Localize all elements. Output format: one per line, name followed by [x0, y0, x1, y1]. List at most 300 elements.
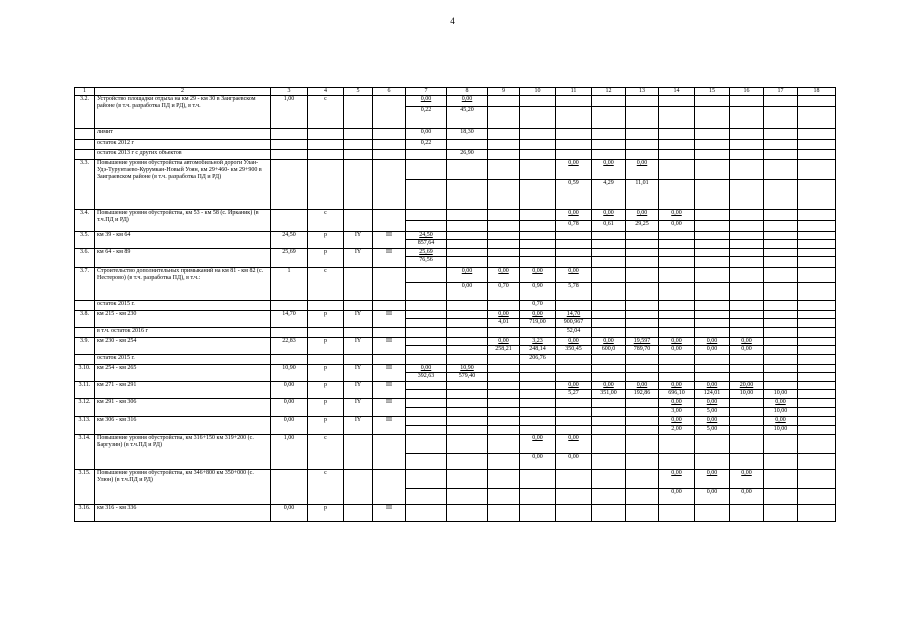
value-cell	[730, 338, 764, 346]
value-cell	[488, 489, 520, 505]
value-cell	[730, 311, 764, 319]
work-type	[308, 355, 344, 365]
amount: 0,00	[775, 399, 786, 405]
amount: 192,86	[633, 390, 651, 396]
item-name: км 64 - км 89	[95, 249, 271, 268]
amount: 0,00	[636, 160, 648, 166]
value-cell	[447, 470, 488, 489]
length-km	[271, 328, 308, 338]
value-cell	[592, 268, 626, 283]
value-cell	[798, 454, 836, 470]
value-cell	[764, 180, 798, 210]
value-cell	[447, 489, 488, 505]
amount: 0,00	[706, 489, 718, 495]
amount: 0,00	[568, 435, 579, 441]
value-cell	[556, 426, 592, 435]
value-cell	[695, 210, 730, 221]
value-cell	[764, 210, 798, 221]
value-cell	[626, 232, 659, 240]
value-cell	[659, 150, 695, 160]
column-number: 9	[488, 88, 520, 96]
value-cell	[659, 96, 695, 107]
work-type	[308, 140, 344, 150]
value-cell	[447, 382, 488, 390]
value-cell	[730, 150, 764, 160]
value-cell	[406, 382, 447, 390]
amount: 579,40	[458, 373, 476, 379]
value-cell	[626, 346, 659, 355]
road-class	[373, 301, 406, 311]
amount: 0,00	[741, 470, 752, 476]
value-cell	[406, 399, 447, 408]
length-km	[271, 150, 308, 160]
value-cell	[592, 221, 626, 232]
value-cell	[406, 107, 447, 129]
value-cell	[488, 249, 520, 257]
value-cell	[798, 365, 836, 373]
value-cell	[406, 257, 447, 268]
value-cell	[626, 489, 659, 505]
item-number: 3.4.	[75, 210, 95, 232]
value-cell	[764, 96, 798, 107]
amount: 258,21	[495, 346, 512, 352]
value-cell	[695, 408, 730, 417]
value-cell	[659, 489, 695, 505]
value-cell	[659, 129, 695, 140]
road-category	[344, 210, 373, 232]
value-cell	[626, 268, 659, 283]
work-type	[308, 301, 344, 311]
value-cell	[798, 240, 836, 249]
value-cell	[406, 301, 447, 311]
work-type: с	[308, 435, 344, 470]
amount: 0,00	[741, 489, 752, 495]
road-category	[344, 140, 373, 150]
value-cell	[798, 257, 836, 268]
amount: 0,00	[671, 417, 682, 423]
value-cell	[626, 140, 659, 150]
value-cell	[626, 180, 659, 210]
amount: 0,00	[568, 454, 579, 460]
table-row	[75, 249, 836, 257]
amount: 0,00	[532, 268, 543, 274]
road-class: III	[373, 249, 406, 268]
value-cell	[659, 435, 695, 454]
value-cell	[659, 399, 695, 408]
length-km	[271, 140, 308, 150]
value-cell	[488, 390, 520, 399]
length-km: 0,00	[271, 399, 308, 417]
amount: 857,64	[417, 240, 435, 246]
item-name: остаток 2012 г	[95, 140, 271, 150]
item-number	[75, 328, 95, 338]
value-cell	[730, 140, 764, 150]
road-class	[373, 96, 406, 129]
value-cell	[520, 249, 556, 257]
amount: 0,00	[706, 417, 718, 423]
length-km: 1,00	[271, 435, 308, 470]
value-cell	[488, 435, 520, 454]
value-cell	[406, 319, 447, 328]
value-cell	[488, 283, 520, 301]
value-cell	[520, 96, 556, 107]
value-cell	[520, 301, 556, 311]
value-cell	[798, 210, 836, 221]
value-cell	[488, 96, 520, 107]
value-cell	[626, 319, 659, 328]
value-cell	[764, 346, 798, 355]
road-category	[344, 160, 373, 210]
work-type: р	[308, 249, 344, 268]
value-cell	[626, 283, 659, 301]
road-class: III	[373, 417, 406, 435]
value-cell	[556, 107, 592, 129]
value-cell	[556, 365, 592, 373]
item-name: Устройство площадки отдыха на км 29 - км 30 в Заиграевском районе (в т.ч. разработка ПД и РД), в т.ч.	[95, 96, 271, 129]
column-number: 11	[556, 88, 592, 96]
value-cell	[556, 338, 592, 346]
amount: 26,90	[460, 150, 474, 156]
amount: 0,78	[568, 221, 579, 227]
value-cell	[764, 426, 798, 435]
table-row	[75, 311, 836, 319]
value-cell	[488, 417, 520, 426]
value-cell	[695, 505, 730, 522]
amount: 0,22	[420, 140, 432, 146]
item-name: км 271 - км 291	[95, 382, 271, 399]
value-cell	[764, 150, 798, 160]
value-cell	[556, 390, 592, 399]
value-cell	[520, 180, 556, 210]
column-number: 10	[520, 88, 556, 96]
road-class	[373, 470, 406, 505]
value-cell	[406, 311, 447, 319]
value-cell	[406, 140, 447, 150]
value-cell	[798, 150, 836, 160]
item-name: км 316 - км 336	[95, 505, 271, 522]
amount: 3,00	[671, 408, 682, 414]
value-cell	[520, 346, 556, 355]
value-cell	[447, 283, 488, 301]
value-cell	[556, 240, 592, 249]
value-cell	[695, 249, 730, 257]
amount: 0,00	[461, 268, 473, 274]
value-cell	[520, 107, 556, 129]
value-cell	[695, 417, 730, 426]
value-cell	[659, 240, 695, 249]
value-cell	[695, 489, 730, 505]
length-km	[271, 355, 308, 365]
column-number: 12	[592, 88, 626, 96]
investment-program-table	[74, 87, 836, 522]
value-cell	[406, 426, 447, 435]
value-cell	[406, 249, 447, 257]
table-row	[75, 382, 836, 390]
value-cell	[520, 129, 556, 140]
value-cell	[764, 355, 798, 365]
value-cell	[626, 210, 659, 221]
table-row	[75, 301, 836, 311]
road-category: IY	[344, 232, 373, 249]
value-cell	[592, 365, 626, 373]
value-cell	[447, 319, 488, 328]
value-cell	[798, 399, 836, 408]
value-cell	[520, 319, 556, 328]
value-cell	[798, 232, 836, 240]
value-cell	[730, 435, 764, 454]
value-cell	[730, 268, 764, 283]
value-cell	[764, 408, 798, 417]
item-name: Повышение уровня обустройства, км 346+800 км 350+000 (с. Улюн) (в т.ч.ПД и РД)	[95, 470, 271, 505]
column-number: 17	[764, 88, 798, 96]
amount: 0,00	[603, 338, 614, 344]
value-cell	[626, 338, 659, 346]
value-cell	[626, 160, 659, 180]
value-cell	[520, 240, 556, 249]
amount: 4,01	[498, 319, 509, 325]
value-cell	[488, 107, 520, 129]
value-cell	[556, 268, 592, 283]
amount: 124,01	[703, 390, 721, 396]
value-cell	[447, 221, 488, 232]
value-cell	[488, 160, 520, 180]
value-cell	[520, 221, 556, 232]
column-number-row	[75, 88, 836, 96]
amount: 0,70	[498, 283, 509, 289]
item-number: 3.15.	[75, 470, 95, 505]
amount: 0,00	[420, 96, 432, 102]
value-cell	[659, 417, 695, 426]
value-cell	[764, 382, 798, 390]
value-cell	[520, 417, 556, 426]
work-type: с	[308, 268, 344, 301]
value-cell	[406, 365, 447, 373]
value-cell	[488, 505, 520, 522]
column-number: 13	[626, 88, 659, 96]
table-row	[75, 365, 836, 373]
value-cell	[764, 301, 798, 311]
value-cell	[695, 399, 730, 408]
value-cell	[592, 489, 626, 505]
value-cell	[659, 408, 695, 417]
value-cell	[447, 454, 488, 470]
value-cell	[626, 328, 659, 338]
value-cell	[798, 470, 836, 489]
value-cell	[764, 232, 798, 240]
value-cell	[626, 107, 659, 129]
item-number: 3.5.	[75, 232, 95, 249]
length-km	[271, 129, 308, 140]
value-cell	[695, 390, 730, 399]
amount: 0,00	[671, 470, 682, 476]
value-cell	[764, 257, 798, 268]
value-cell	[520, 338, 556, 346]
value-cell	[520, 232, 556, 240]
amount: 0,59	[568, 180, 579, 186]
value-cell	[447, 311, 488, 319]
value-cell	[764, 505, 798, 522]
value-cell	[659, 140, 695, 150]
value-cell	[488, 346, 520, 355]
amount: 0,00	[636, 382, 648, 388]
value-cell	[488, 150, 520, 160]
column-number: 8	[447, 88, 488, 96]
item-name: остаток 2013 г с других объектов	[95, 150, 271, 160]
table-row	[75, 150, 836, 160]
value-cell	[659, 249, 695, 257]
road-class: III	[373, 311, 406, 328]
value-cell	[556, 257, 592, 268]
value-cell	[556, 470, 592, 489]
value-cell	[798, 268, 836, 283]
value-cell	[626, 257, 659, 268]
amount: 0,00	[461, 283, 473, 289]
value-cell	[695, 180, 730, 210]
value-cell	[730, 301, 764, 311]
value-cell	[556, 210, 592, 221]
value-cell	[798, 417, 836, 426]
item-number: 3.3.	[75, 160, 95, 210]
value-cell	[798, 338, 836, 346]
value-cell	[626, 426, 659, 435]
value-cell	[520, 399, 556, 408]
value-cell	[798, 382, 836, 390]
value-cell	[730, 390, 764, 399]
value-cell	[556, 382, 592, 390]
value-cell	[764, 470, 798, 489]
amount: 24,50	[419, 232, 433, 238]
value-cell	[592, 249, 626, 257]
road-category	[344, 129, 373, 140]
item-number: 3.11.	[75, 382, 95, 399]
value-cell	[798, 129, 836, 140]
column-number: 3	[271, 88, 308, 96]
length-km: 0,00	[271, 505, 308, 522]
value-cell	[488, 210, 520, 221]
amount: 0,00	[706, 382, 718, 388]
amount: 600,0	[601, 346, 616, 352]
item-name: в т.ч. остаток 2016 г	[95, 328, 271, 338]
value-cell	[556, 435, 592, 454]
value-cell	[626, 373, 659, 382]
value-cell	[695, 454, 730, 470]
amount: 0,00	[671, 338, 682, 344]
value-cell	[730, 365, 764, 373]
value-cell	[798, 435, 836, 454]
road-category: IY	[344, 338, 373, 355]
value-cell	[695, 435, 730, 454]
value-cell	[626, 221, 659, 232]
amount: 0,00	[568, 268, 579, 274]
length-km: 10,90	[271, 365, 308, 382]
table-row	[75, 210, 836, 221]
road-class	[373, 210, 406, 232]
value-cell	[488, 470, 520, 489]
value-cell	[406, 346, 447, 355]
work-type: р	[308, 311, 344, 328]
column-number: 16	[730, 88, 764, 96]
value-cell	[406, 390, 447, 399]
value-cell	[659, 382, 695, 390]
value-cell	[798, 373, 836, 382]
amount: 4,29	[603, 180, 614, 186]
value-cell	[695, 160, 730, 180]
value-cell	[406, 283, 447, 301]
value-cell	[406, 373, 447, 382]
value-cell	[592, 257, 626, 268]
amount: 0,00	[671, 221, 682, 227]
road-class	[373, 129, 406, 140]
value-cell	[695, 232, 730, 240]
value-cell	[730, 346, 764, 355]
table-row	[75, 435, 836, 454]
value-cell	[520, 365, 556, 373]
amount: 0,00	[532, 311, 543, 317]
value-cell	[730, 382, 764, 390]
value-cell	[659, 107, 695, 129]
road-class	[373, 355, 406, 365]
value-cell	[556, 249, 592, 257]
amount: 696,10	[668, 390, 685, 396]
work-type: р	[308, 505, 344, 522]
value-cell	[447, 257, 488, 268]
amount: 0,00	[532, 435, 543, 441]
value-cell	[447, 140, 488, 150]
value-cell	[626, 417, 659, 426]
road-category	[344, 150, 373, 160]
amount: 719,00	[529, 319, 546, 325]
value-cell	[798, 426, 836, 435]
value-cell	[556, 232, 592, 240]
amount: 76,56	[419, 257, 433, 263]
value-cell	[626, 454, 659, 470]
value-cell	[626, 96, 659, 107]
value-cell	[447, 365, 488, 373]
value-cell	[626, 382, 659, 390]
value-cell	[406, 338, 447, 346]
value-cell	[798, 489, 836, 505]
value-cell	[659, 454, 695, 470]
value-cell	[488, 301, 520, 311]
amount: 52,04	[566, 328, 581, 334]
value-cell	[520, 257, 556, 268]
amount: 5,00	[706, 408, 718, 414]
value-cell	[730, 107, 764, 129]
amount: 900,967	[563, 319, 584, 325]
amount: 2,00	[671, 426, 682, 432]
value-cell	[447, 160, 488, 180]
value-cell	[556, 355, 592, 365]
length-km: 1,00	[271, 96, 308, 129]
amount: 10,00	[773, 426, 788, 432]
value-cell	[764, 160, 798, 180]
value-cell	[730, 232, 764, 240]
value-cell	[730, 355, 764, 365]
value-cell	[730, 399, 764, 408]
value-cell	[764, 311, 798, 319]
value-cell	[798, 408, 836, 417]
amount: 0,00	[568, 160, 579, 166]
value-cell	[520, 328, 556, 338]
value-cell	[556, 221, 592, 232]
amount: 0,70	[532, 301, 543, 307]
value-cell	[520, 210, 556, 221]
item-number: 3.9.	[75, 338, 95, 355]
value-cell	[730, 426, 764, 435]
value-cell	[556, 301, 592, 311]
value-cell	[592, 319, 626, 328]
work-type	[308, 160, 344, 210]
